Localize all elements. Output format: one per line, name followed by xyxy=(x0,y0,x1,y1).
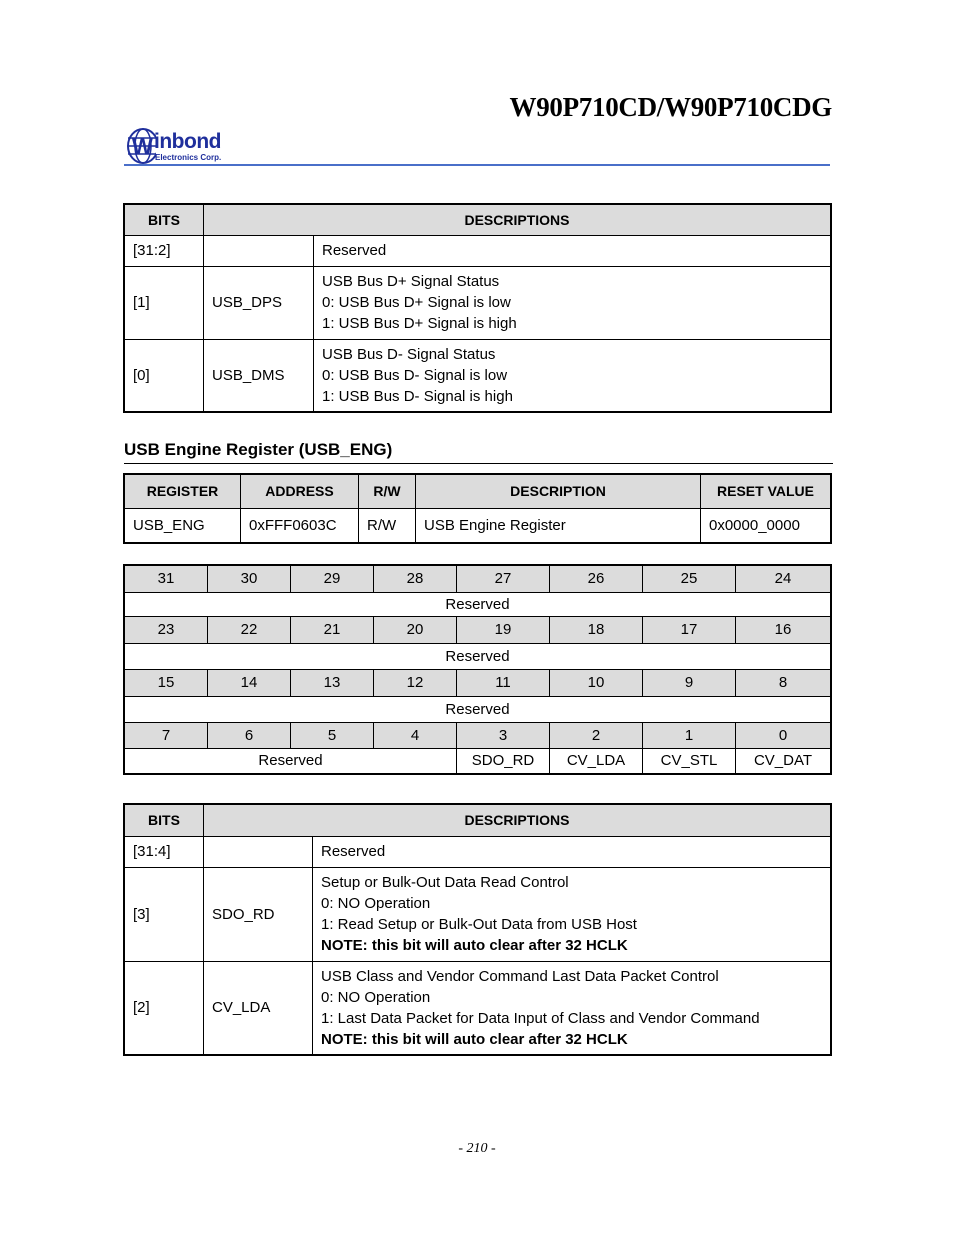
bit-field-row xyxy=(124,748,831,774)
bits-table-2 xyxy=(123,803,832,1056)
bit-number: 2 xyxy=(550,722,643,748)
bit-number: 13 xyxy=(291,669,374,696)
register-description-cell: USB Engine Register xyxy=(416,508,701,543)
description-line: USB Bus D+ Signal Status xyxy=(322,273,500,290)
logo-wordmark: inbond xyxy=(154,130,221,153)
bit-number-row xyxy=(124,669,831,696)
header-reset-value: RESET VALUE xyxy=(701,474,832,508)
bit-number-row xyxy=(124,722,831,748)
bit-number-row xyxy=(124,565,831,592)
header-rw: R/W xyxy=(359,474,416,508)
bits-table-1 xyxy=(123,203,832,413)
description-cell xyxy=(313,867,832,961)
bit-field-reserved: Reserved xyxy=(124,696,831,722)
bits-cell: [31:2] xyxy=(124,235,204,266)
description-line: 1: Last Data Packet for Data Input of Class and Vendor Command xyxy=(321,1009,760,1027)
description-cell xyxy=(313,961,832,1055)
bit-field-cv-dat: CV_DAT xyxy=(736,748,832,774)
header-bits: BITS xyxy=(124,204,204,235)
bits-cell: [31:4] xyxy=(124,836,204,867)
bit-number: 28 xyxy=(374,565,457,592)
bits-cell: [2] xyxy=(124,961,204,1055)
description-cell: Reserved xyxy=(314,235,832,266)
bit-field-row xyxy=(124,643,831,669)
description-cell xyxy=(314,339,832,412)
bits-cell: [1] xyxy=(124,266,204,339)
description-line: 0: USB Bus D- Signal is low xyxy=(322,366,508,384)
bit-number: 3 xyxy=(457,722,550,748)
field-name-cell: USB_DPS xyxy=(204,266,314,339)
table-row xyxy=(124,235,831,266)
bit-number: 8 xyxy=(736,669,832,696)
header-description: DESCRIPTION xyxy=(416,474,701,508)
bit-number: 24 xyxy=(736,565,832,592)
description-line: 1: USB Bus D- Signal is high xyxy=(322,387,513,405)
header-descriptions: DESCRIPTIONS xyxy=(204,804,832,836)
winbond-logo xyxy=(126,124,266,166)
bit-number: 27 xyxy=(457,565,550,592)
header-address: ADDRESS xyxy=(241,474,359,508)
register-name-cell: USB_ENG xyxy=(124,508,241,543)
description-line: 0: NO Operation xyxy=(321,895,431,912)
bit-field-reserved: Reserved xyxy=(124,592,831,616)
bits-cell: [0] xyxy=(124,339,204,412)
bit-number: 29 xyxy=(291,565,374,592)
bit-map-table xyxy=(123,564,832,775)
bit-number: 26 xyxy=(550,565,643,592)
field-name-cell xyxy=(204,235,314,266)
description-cell xyxy=(314,266,832,339)
bit-field-cv-lda: CV_LDA xyxy=(550,748,643,774)
table-row xyxy=(124,508,831,543)
bit-field-reserved: Reserved xyxy=(124,748,457,774)
header-rule xyxy=(124,164,830,166)
description-line: 0: USB Bus D+ Signal is low xyxy=(322,294,511,311)
globe-icon xyxy=(126,124,156,164)
bit-field-row xyxy=(124,696,831,722)
bit-number: 16 xyxy=(736,616,832,643)
bit-number: 30 xyxy=(208,565,291,592)
bit-number: 15 xyxy=(124,669,208,696)
bit-number: 21 xyxy=(291,616,374,643)
reset-value-cell: 0x0000_0000 xyxy=(701,508,832,543)
bit-number: 7 xyxy=(124,722,208,748)
description-line: 1: USB Bus D+ Signal is high xyxy=(322,315,517,332)
description-note: NOTE: this bit will auto clear after 32 HCLK xyxy=(321,937,628,954)
rw-cell: R/W xyxy=(359,508,416,543)
field-name-cell: USB_DMS xyxy=(204,339,314,412)
table-row xyxy=(124,867,831,961)
description-line: USB Bus D- Signal Status xyxy=(322,345,496,363)
header-descriptions: DESCRIPTIONS xyxy=(204,204,832,235)
table-row xyxy=(124,961,831,1055)
field-name-cell: CV_LDA xyxy=(204,961,313,1055)
bit-number: 22 xyxy=(208,616,291,643)
description-line: 1: Read Setup or Bulk-Out Data from USB Host xyxy=(321,916,637,933)
logo-subtitle: Electronics Corp. xyxy=(155,153,222,162)
bit-number-row xyxy=(124,616,831,643)
bit-number: 1 xyxy=(643,722,736,748)
bits-cell: [3] xyxy=(124,867,204,961)
bit-number: 11 xyxy=(457,669,550,696)
bit-number: 12 xyxy=(374,669,457,696)
bit-number: 17 xyxy=(643,616,736,643)
bit-field-sdo-rd: SDO_RD xyxy=(457,748,550,774)
bit-number: 19 xyxy=(457,616,550,643)
bit-number: 10 xyxy=(550,669,643,696)
header-bits: BITS xyxy=(124,804,204,836)
bit-field-cv-stl: CV_STL xyxy=(643,748,736,774)
table-row xyxy=(124,836,831,867)
bit-number: 18 xyxy=(550,616,643,643)
table-row xyxy=(124,266,831,339)
description-note: NOTE: this bit will auto clear after 32 HCLK xyxy=(321,1030,628,1048)
header-register: REGISTER xyxy=(124,474,241,508)
table-row xyxy=(124,339,831,412)
bit-number: 0 xyxy=(736,722,832,748)
description-line: Setup or Bulk-Out Data Read Control xyxy=(321,874,569,891)
bit-number: 23 xyxy=(124,616,208,643)
description-cell: Reserved xyxy=(313,836,832,867)
address-cell: 0xFFF0603C xyxy=(241,508,359,543)
bit-number: 6 xyxy=(208,722,291,748)
bit-number: 14 xyxy=(208,669,291,696)
field-name-cell xyxy=(204,836,313,867)
bit-number: 5 xyxy=(291,722,374,748)
bit-number: 20 xyxy=(374,616,457,643)
bit-field-row xyxy=(124,592,831,616)
description-line: USB Class and Vendor Command Last Data Packet Control xyxy=(321,967,719,985)
page-number: - 210 - xyxy=(458,1141,496,1156)
document-title: W90P710CD/W90P710CDG xyxy=(509,92,832,122)
bit-number: 4 xyxy=(374,722,457,748)
section-rule xyxy=(124,463,833,464)
field-name-cell: SDO_RD xyxy=(204,867,313,961)
bit-number: 9 xyxy=(643,669,736,696)
section-heading: USB Engine Register (USB_ENG) xyxy=(124,440,393,459)
bit-field-reserved: Reserved xyxy=(124,643,831,669)
bit-number: 25 xyxy=(643,565,736,592)
svg-text:W: W xyxy=(132,134,153,159)
description-line: 0: NO Operation xyxy=(321,988,431,1006)
bit-number: 31 xyxy=(124,565,208,592)
register-table xyxy=(123,473,832,544)
